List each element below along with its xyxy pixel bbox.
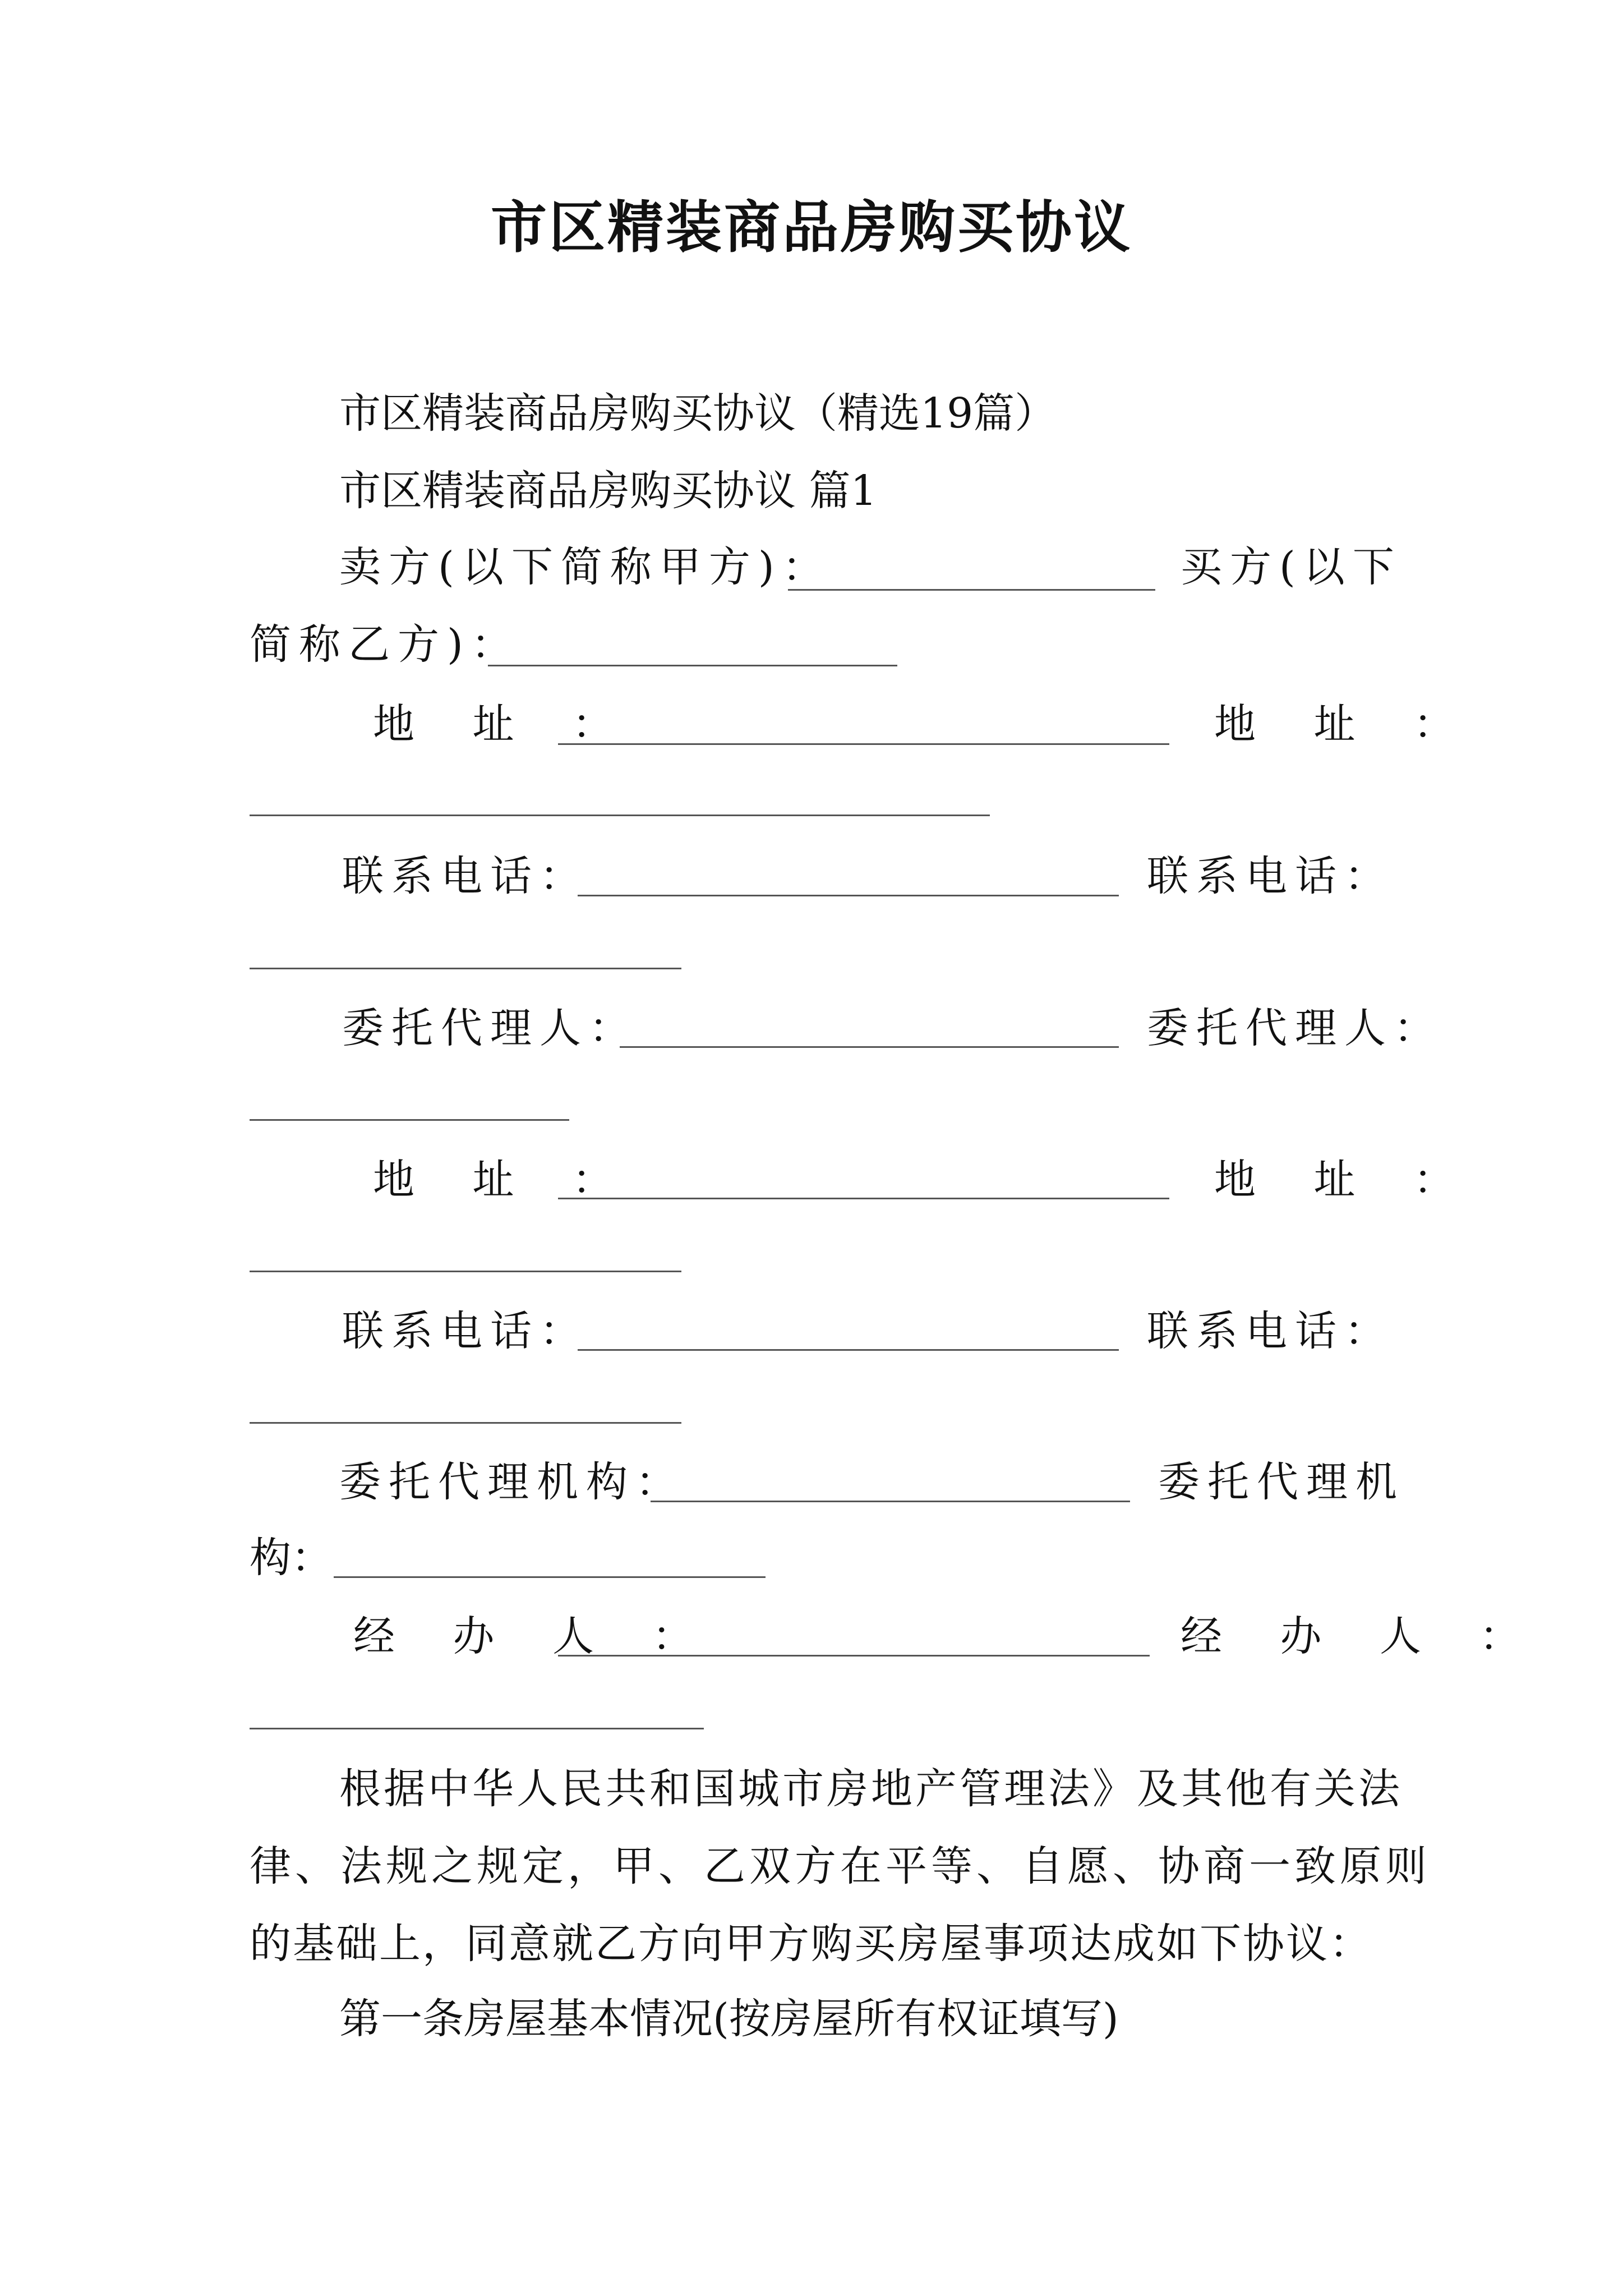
seller-agent-blank[interactable] bbox=[620, 1046, 1119, 1048]
buyer-label: 买方(以下 bbox=[1181, 543, 1402, 591]
seller-agent-phone-blank[interactable] bbox=[578, 1349, 1119, 1351]
preamble-line-2: 律、法规之规定，甲、乙双方在平等、自愿、协商一致原则 bbox=[250, 1842, 1431, 1890]
section-heading: 市区精装商品房购买协议 篇1 bbox=[339, 467, 877, 515]
seller-address-label: 地 址 ： bbox=[373, 700, 637, 748]
article-1-heading: 第一条房屋基本情况(按房屋所有权证填写) bbox=[339, 1995, 1119, 2043]
seller-agent-phone-label: 联系电话： bbox=[342, 1307, 589, 1355]
seller-blank[interactable] bbox=[788, 589, 1155, 591]
buyer-agent-address-blank[interactable] bbox=[250, 1271, 681, 1272]
preamble-line-3: 的基础上，同意就乙方向甲方购买房屋事项达成如下协议： bbox=[250, 1920, 1372, 1968]
preamble-line-1: 根据中华人民共和国城市房地产管理法》及其他有关法 bbox=[339, 1765, 1403, 1813]
buyer-agent-address-label: 地 址 ： bbox=[1214, 1156, 1478, 1204]
buyer-agent-blank[interactable] bbox=[250, 1119, 569, 1121]
seller-agent-address-label: 地 址 ： bbox=[373, 1156, 637, 1204]
seller-agent-label: 委托代理人： bbox=[342, 1004, 638, 1052]
buyer-handler-blank[interactable] bbox=[250, 1728, 704, 1729]
buyer-agent-label: 委托代理人： bbox=[1147, 1004, 1443, 1052]
seller-address-blank[interactable] bbox=[558, 743, 1169, 745]
buyer-label-continued: 简称乙方)： bbox=[250, 620, 520, 669]
buyer-agent-phone-label: 联系电话： bbox=[1147, 1307, 1394, 1355]
seller-phone-label: 联系电话： bbox=[342, 852, 589, 900]
seller-handler-label: 经 办 人 ： bbox=[353, 1612, 716, 1660]
seller-agency-blank[interactable] bbox=[651, 1501, 1130, 1502]
buyer-handler-label: 经 办 人 ： bbox=[1181, 1612, 1543, 1660]
subtitle: 市区精装商品房购买协议（精选19篇） bbox=[339, 389, 1057, 438]
seller-label: 卖方(以下简称甲方)： bbox=[339, 543, 832, 591]
buyer-agency-label-continued: 构： bbox=[250, 1534, 333, 1582]
buyer-phone-blank[interactable] bbox=[250, 968, 681, 969]
seller-handler-blank[interactable] bbox=[558, 1655, 1150, 1657]
buyer-agency-label: 委托代理机 bbox=[1158, 1458, 1405, 1506]
seller-agency-label: 委托代理机构： bbox=[339, 1458, 685, 1506]
buyer-address-label: 地 址 ： bbox=[1214, 700, 1478, 748]
seller-phone-blank[interactable] bbox=[578, 895, 1119, 896]
document-title: 市区精装商品房购买协议 bbox=[491, 194, 1132, 260]
buyer-phone-label: 联系电话： bbox=[1147, 852, 1394, 900]
buyer-agent-phone-blank[interactable] bbox=[250, 1422, 681, 1424]
buyer-address-blank[interactable] bbox=[250, 815, 990, 816]
buyer-agency-blank[interactable] bbox=[334, 1576, 766, 1578]
seller-agent-address-blank[interactable] bbox=[558, 1198, 1169, 1199]
buyer-blank[interactable] bbox=[488, 665, 897, 666]
